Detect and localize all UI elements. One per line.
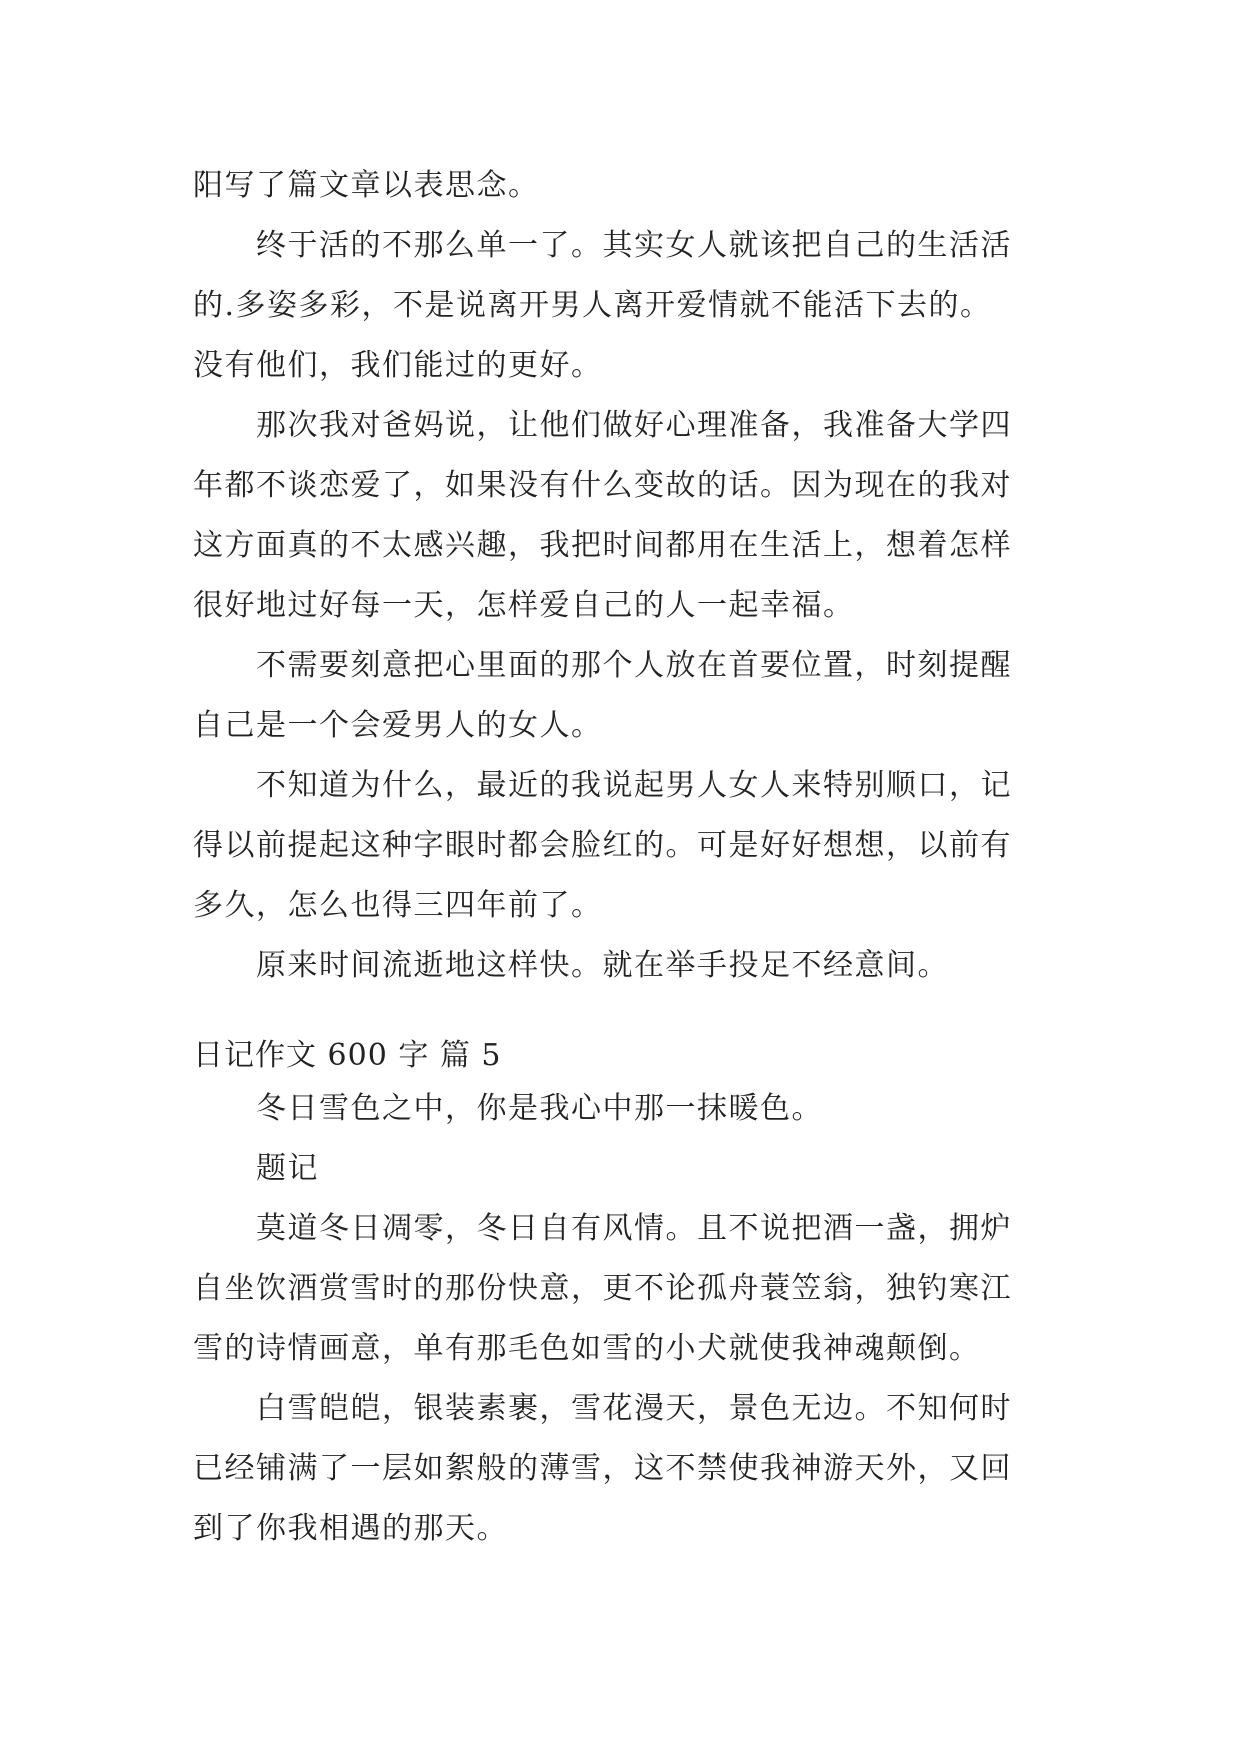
paragraph-line: 的.多姿多彩，不是说离开男人离开爱情就不能活下去的。 (193, 288, 992, 323)
paragraph-line: 那次我对爸妈说，让他们做好心理准备，我准备大学四 (256, 408, 1012, 443)
paragraph-line: 莫道冬日凋零，冬日自有风情。且不说把酒一盏，拥炉 (256, 1211, 1012, 1246)
paragraph-line: 很好地过好每一天，怎样爱自己的人一起幸福。 (193, 588, 855, 623)
paragraph-line: 年都不谈恋爱了，如果没有什么变故的话。因为现在的我对 (193, 468, 1012, 503)
section-title: 日记作文 600 字 篇 5 (193, 1038, 502, 1073)
paragraph-line: 冬日雪色之中，你是我心中那一抹暖色。 (256, 1091, 823, 1126)
paragraph-line: 不需要刻意把心里面的那个人放在首要位置，时刻提醒 (256, 648, 1012, 683)
paragraph-line: 原来时间流逝地这样快。就在举手投足不经意间。 (256, 948, 949, 983)
section-1-body (193, 156, 1053, 996)
paragraph-line: 到了你我相遇的那天。 (193, 1511, 508, 1546)
paragraph-line: 白雪皑皑，银装素裹，雪花漫天，景色无边。不知何时 (256, 1391, 1012, 1426)
paragraph-line: 多久，怎么也得三四年前了。 (193, 888, 603, 923)
paragraph-line: 没有他们，我们能过的更好。 (193, 348, 603, 383)
paragraph-line: 终于活的不那么单一了。其实女人就该把自己的生活活 (256, 228, 1012, 263)
paragraph-line: 题记 (256, 1151, 319, 1186)
paragraph-line: 得以前提起这种字眼时都会脸红的。可是好好想想，以前有 (193, 828, 1012, 863)
paragraph-line: 已经铺满了一层如絮般的薄雪，这不禁使我神游天外，又回 (193, 1451, 1012, 1486)
paragraph-line: 自己是一个会爱男人的女人。 (193, 708, 603, 743)
paragraph-line: 雪的诗情画意，单有那毛色如雪的小犬就使我神魂颠倒。 (193, 1331, 981, 1366)
paragraph-line: 自坐饮酒赏雪时的那份快意，更不论孤舟蓑笠翁，独钓寒江 (193, 1271, 1012, 1306)
paragraph-line: 这方面真的不太感兴趣，我把时间都用在生活上，想着怎样 (193, 528, 1012, 563)
section-heading (193, 1026, 1053, 1086)
paragraph-line: 不知道为什么，最近的我说起男人女人来特别顺口，记 (256, 768, 1012, 803)
section-2-body (193, 1079, 1053, 1559)
paragraph-line: 阳写了篇文章以表思念。 (193, 168, 540, 203)
